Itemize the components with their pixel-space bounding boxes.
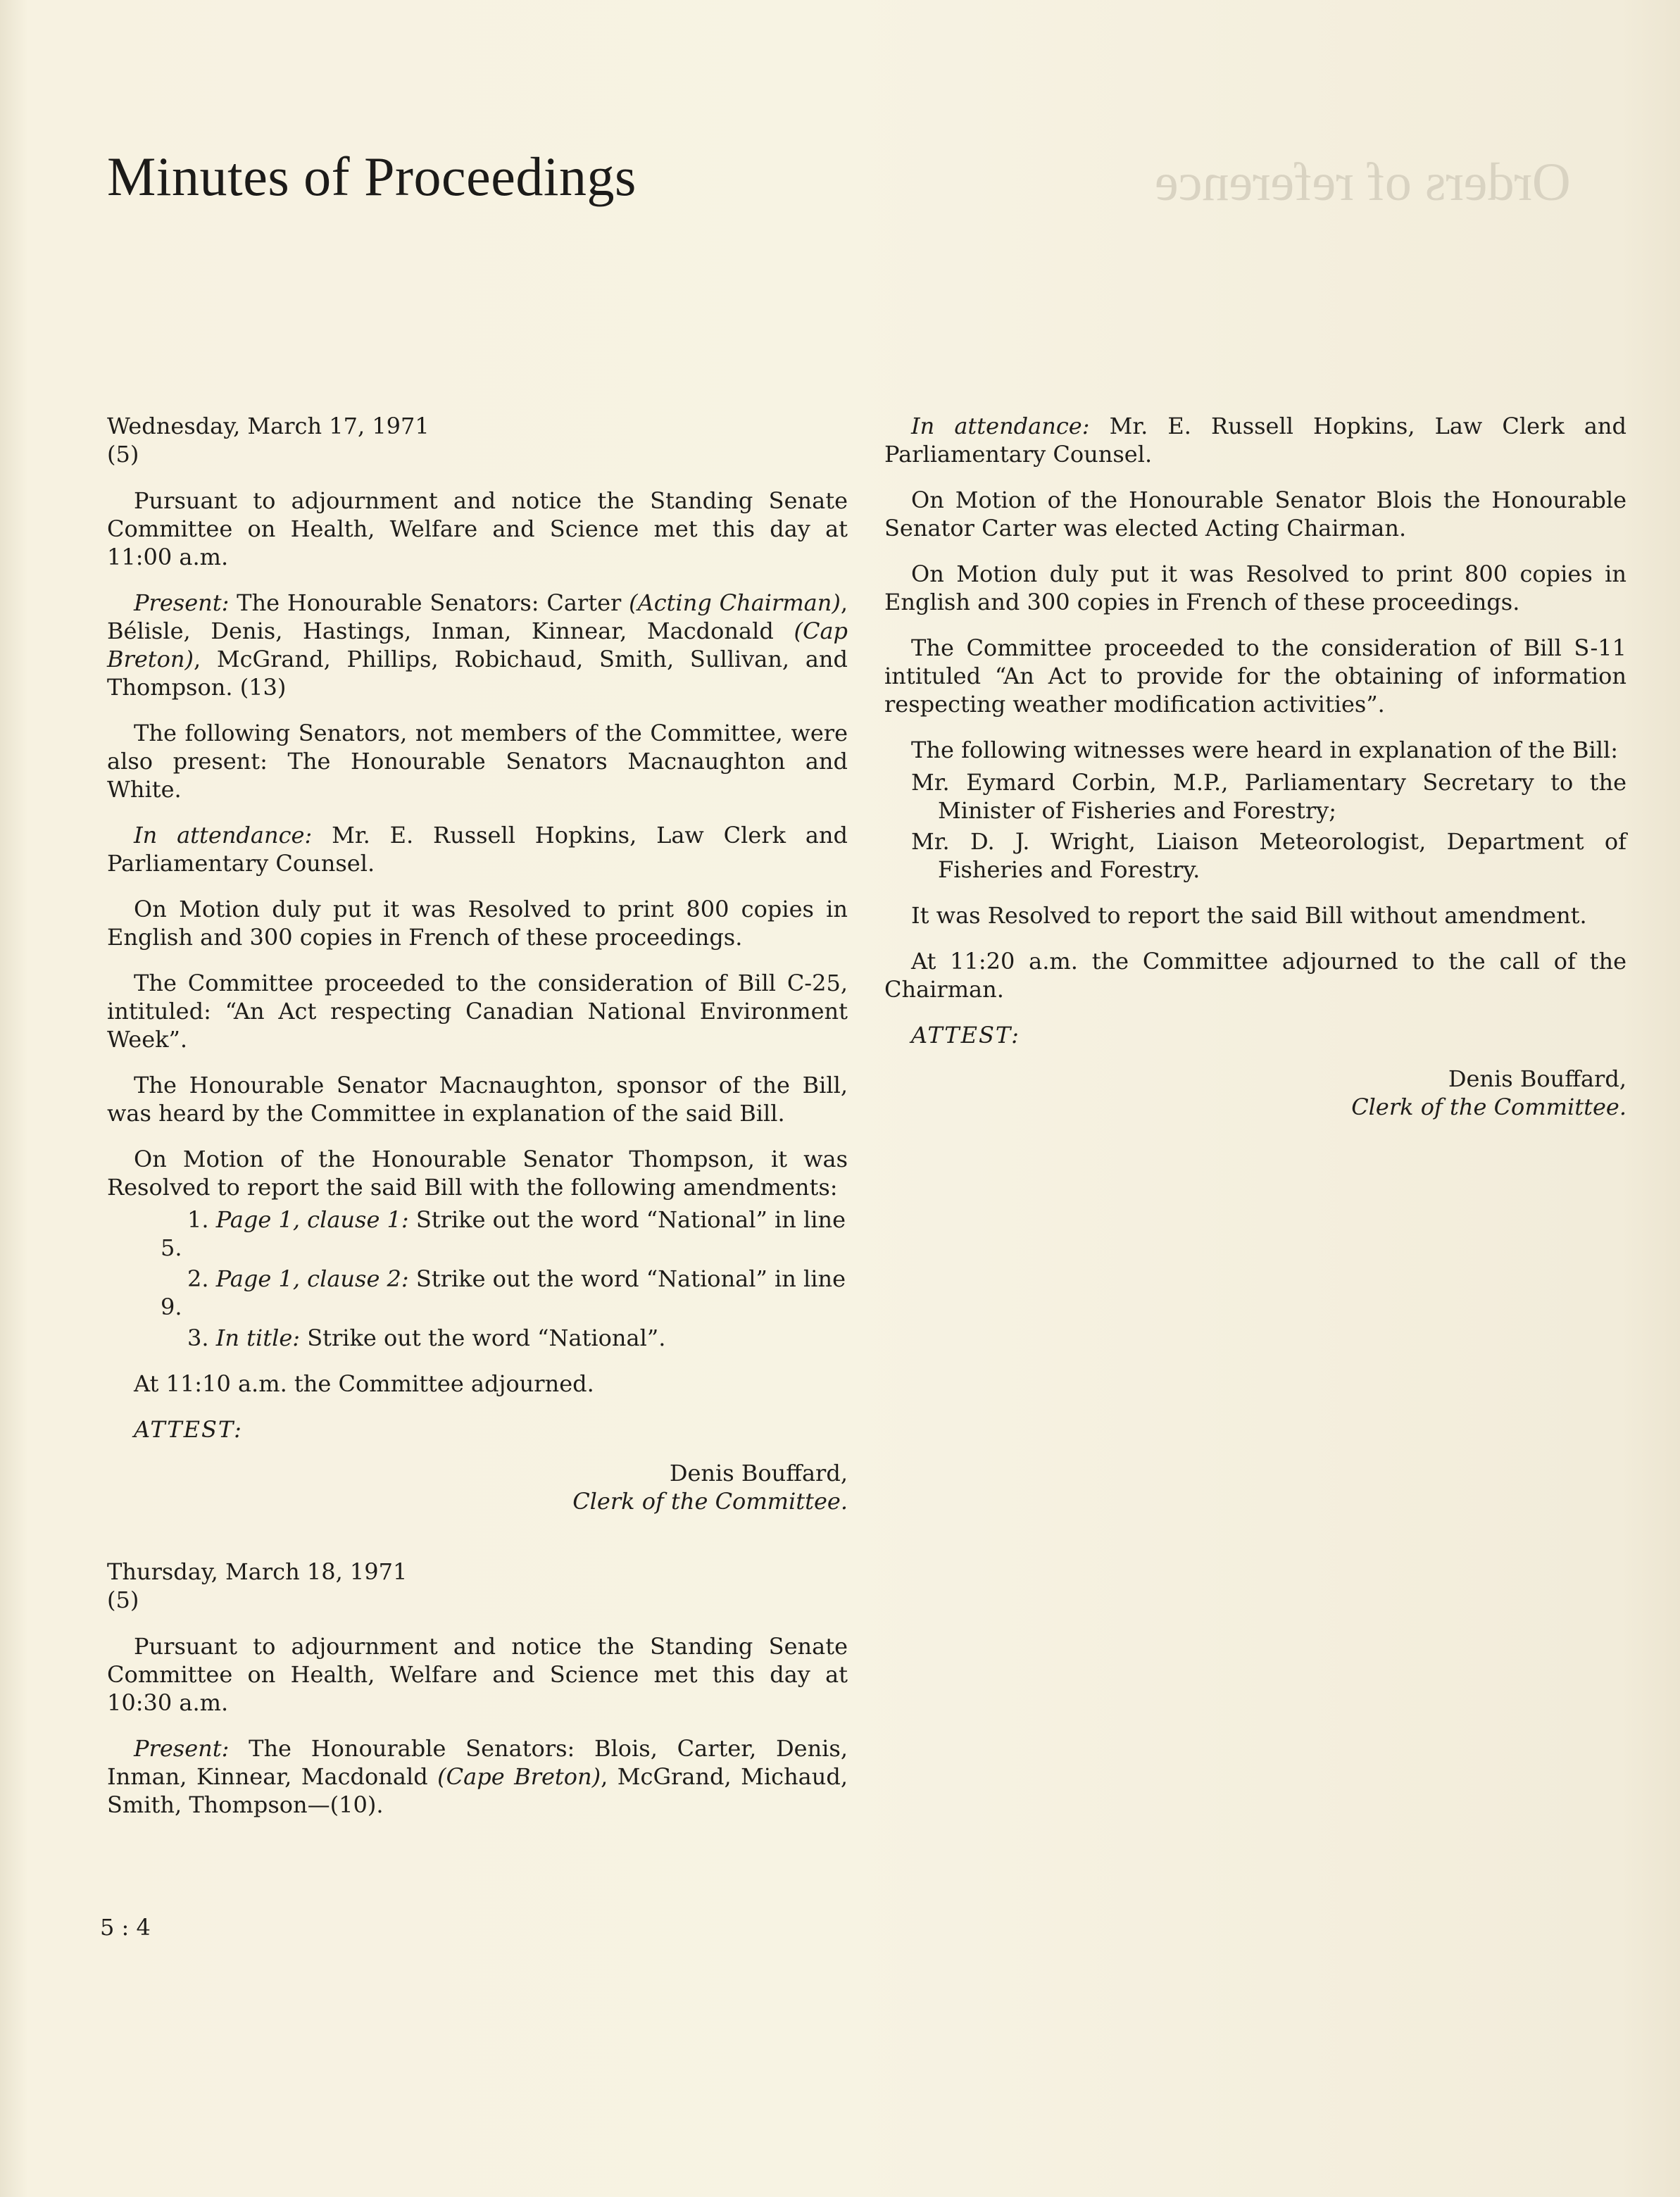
amendment-text: Strike out the word “National”. [300,1325,666,1351]
sitting2-adjourned: At 11:20 a.m. the Committee adjourned to the call of the Chairman. [884,948,1626,1003]
amendment-number: 2. [187,1265,216,1292]
show-through-heading: Orders of reference [1155,153,1571,212]
sitting1-sponsor: The Honourable Senator Macnaughton, sponsor of the Bill, was heard by the Committee in explanation of the said Bill. [107,1072,848,1127]
sitting1-attendance [107,821,848,877]
attendance-text: Mr. E. Russell Hopkins, Law Clerk and Parliamentary Counsel. [107,822,848,877]
sitting2-report: It was Resolved to report the said Bill without amendment. [911,902,1587,929]
left-column [107,412,848,1836]
present-text-b: , Bélisle, Denis, Hastings, Inman, Kinnear, Macdonald [107,589,848,644]
sitting2-date: Thursday, March 18, 1971 [107,1558,408,1585]
sitting2-present [107,1734,848,1819]
sitting2-print-motion: On Motion duly put it was Resolved to print 800 copies in English and 300 copies in French of these proceedings. [884,561,1626,615]
sitting1-opening: Pursuant to adjournment and notice the Standing Senate Committee on Health, Welfare and Science met this day at 11:00 a.m. [107,487,848,570]
sitting2-chair-motion: On Motion of the Honourable Senator Blois the Honourable Senator Carter was elected Acting Chairman. [884,487,1626,542]
attendance-label: In attendance: [911,413,1090,439]
present-text-a: The Honourable Senators: Blois, Carter, Denis, Inman, Kinnear, Macdonald [107,1735,848,1790]
place-note: (Cape Breton) [437,1763,601,1790]
attendance-text: Mr. E. Russell Hopkins, Law Clerk and Parliamentary Counsel. [884,413,1627,468]
sitting1-signer: Denis Bouffard, [669,1460,848,1486]
sitting1-bill: The Committee proceeded to the consideration of Bill C-25, intituled: “An Act respecting Canadian National Environment Week”. [107,970,848,1053]
sitting2-witnesses-intro: The following witnesses were heard in explanation of the Bill: [911,737,1618,763]
amendment-number: 1. [187,1206,216,1233]
present-label: Present: [134,1735,230,1762]
sitting1-signer-title: Clerk of the Committee. [572,1488,848,1515]
right-column [884,412,1626,1163]
sitting2-bill: The Committee proceeded to the consideration of Bill S-11 intituled “An Act to provide for the obtaining of information respecting weather modification activities”. [884,634,1626,718]
acting-chairman-note: (Acting Chairman) [629,589,841,616]
sitting1-present [107,589,848,701]
amendment-item [107,1206,848,1262]
present-text-b: , McGrand, Michaud, Smith, Thompson—(10). [107,1763,848,1818]
amendment-label: Page 1, clause 2: [215,1265,409,1292]
page-title: Minutes of Proceedings [107,146,637,207]
amendment-text: Strike out the word “National” in line 9. [161,1265,846,1320]
sitting2-number: (5) [107,1586,139,1613]
amendment-text: Strike out the word “National” in line 5. [161,1206,846,1261]
present-text-a: The Honourable Senators: Carter [229,589,629,616]
sitting1-date: Wednesday, March 17, 1971 [107,413,430,439]
sitting2-signer-title: Clerk of the Committee. [1351,1094,1626,1120]
sitting1-non-members: The following Senators, not members of the Committee, were also present: The Honourable Senators Macnaughton and White. [107,720,848,803]
sitting2-attendance [884,412,1626,468]
sitting1-adjourned: At 11:10 a.m. the Committee adjourned. [134,1370,594,1397]
page-number: 5 : 4 [100,1914,151,1941]
sitting1-attest: ATTEST: [134,1416,243,1443]
witness-item: Mr. Eymard Corbin, M.P., Parliamentary Secretary to the Minister of Fisheries and Forestry; [911,769,1626,824]
place-note: (Cap Breton) [107,618,848,672]
amendment-label: Page 1, clause 1: [215,1206,409,1233]
witness-item: Mr. D. J. Wright, Liaison Meteorologist, Department of Fisheries and Forestry. [911,828,1626,883]
sitting2-attest: ATTEST: [911,1022,1020,1049]
sitting1-number: (5) [107,441,139,468]
sitting1-motion-report: On Motion of the Honourable Senator Thompson, it was Resolved to report the said Bill with the following amendments: [107,1146,848,1201]
amendment-label: In title: [215,1325,301,1351]
sitting2-opening: Pursuant to adjournment and notice the Standing Senate Committee on Health, Welfare and Science met this day at 10:30 a.m. [107,1633,848,1716]
attendance-label: In attendance: [134,822,313,849]
amendment-number: 3. [187,1325,216,1351]
amendment-item [107,1265,848,1321]
sitting2-signer: Denis Bouffard, [1448,1065,1626,1092]
present-text-c: , McGrand, Phillips, Robichaud, Smith, Sullivan, and Thompson. (13) [107,646,848,701]
present-label: Present: [134,589,230,616]
amendment-item [107,1324,848,1352]
sitting1-print-motion: On Motion duly put it was Resolved to print 800 copies in English and 300 copies in French of these proceedings. [107,896,848,951]
